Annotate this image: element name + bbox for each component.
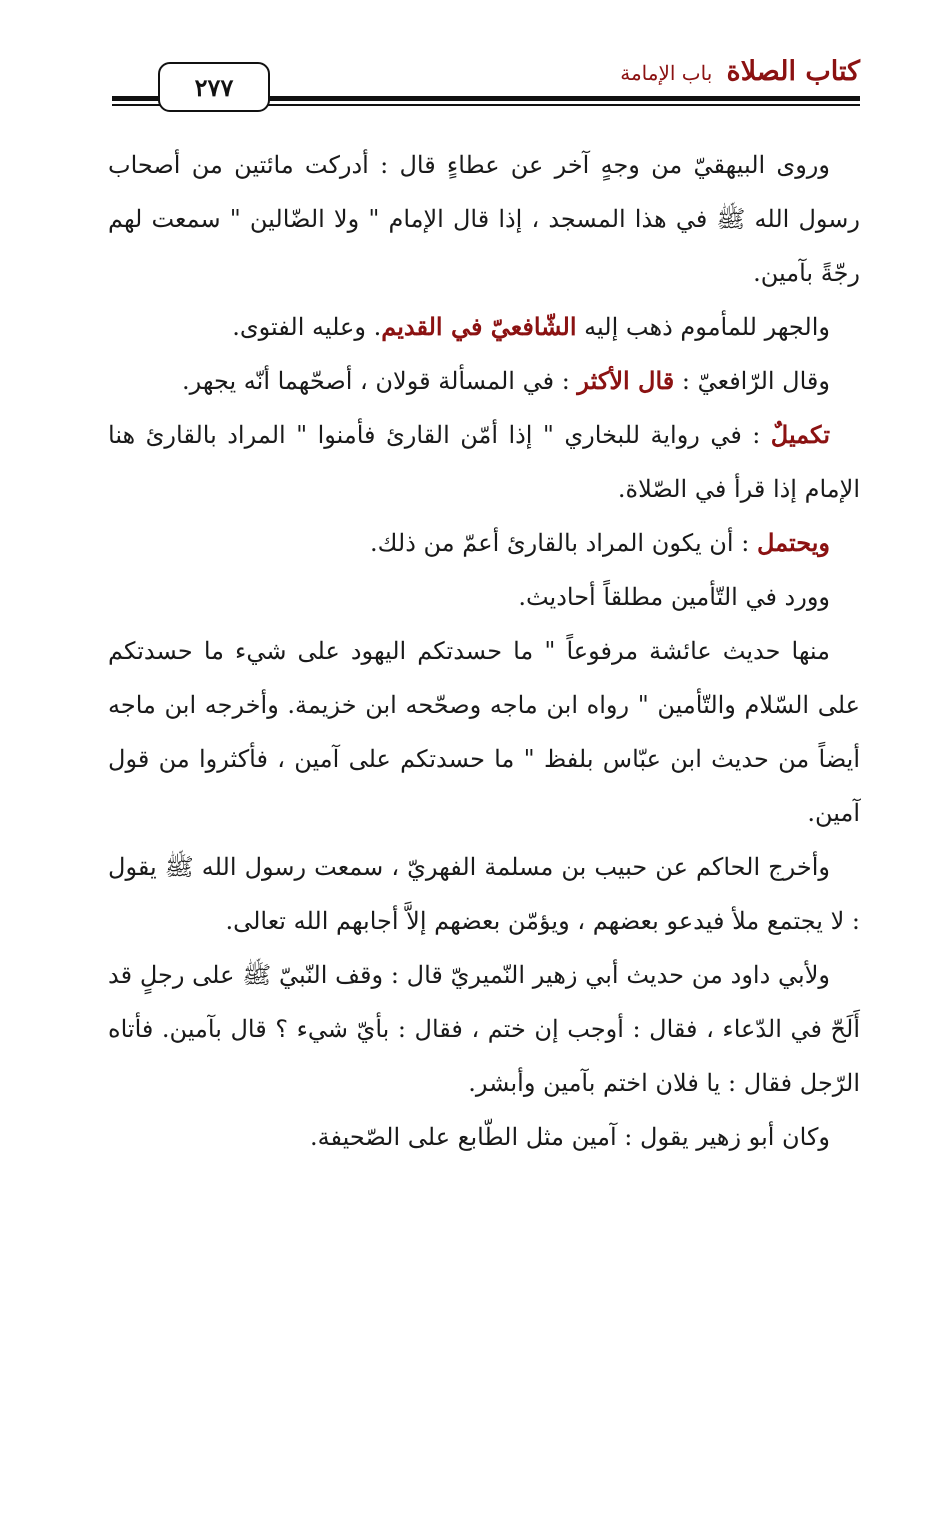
paragraph: وورد في التّأمين مطلقاً أحاديث. — [518, 583, 830, 611]
paragraph: منها حديث عائشة مرفوعاً " ما حسدتكم اليهود على شيء ما حسدتكم على السّلام والتّأمين " رواه ابن ماجه وصحّحه ابن خزيمة. وأخرجه ابن ماجه أيضاً من حديث ابن عبّاس بلفظ " ما حسدتكم على آمين ، فأكثروا من قول آمين. — [108, 637, 860, 827]
page-header — [112, 52, 860, 112]
paragraph: والجهر للمأموم ذهب إليه الشّافعيّ في القديم. وعليه الفتوى. — [232, 312, 830, 341]
paragraph: وأخرج الحاكم عن حبيب بن مسلمة الفهريّ ، سمعت رسول الله ﷺ يقول : لا يجتمع ملأ فيدعو بعضهم ، ويؤمّن بعضهم إلاَّ أجابهم الله تعالى. — [108, 853, 860, 935]
paragraph: ويحتمل : أن يكون المراد بالقارئ أعمّ من ذلك. — [370, 528, 830, 557]
paragraph: وقال الرّافعيّ : قال الأكثر : في المسألة قولان ، أصحّهما أنّه يجهر. — [182, 366, 830, 395]
paragraph: وروى البيهقيّ من وجهٍ آخر عن عطاءٍ قال : أدركت مائتين من أصحاب رسول الله ﷺ في هذا المسجد ، إذا قال الإمام " ولا الضّالين " سمعت لهم رجّةً بآمين. — [108, 151, 860, 287]
paragraph: وكان أبو زهير يقول : آمين مثل الطّابع على الصّحيفة. — [309, 1123, 830, 1151]
book-title: كتاب الصلاة — [726, 56, 860, 87]
running-title — [620, 56, 860, 87]
paragraph: ولأبي داود من حديث أبي زهير النّميريّ قال : وقف النّبيّ ﷺ على رجلٍ قد أَلَحّ في الدّعاء ، فقال : أوجب إن ختم ، فقال : بأيّ شيء ؟ قال بآمين. فأتاه الرّجل فقال : يا فلان اختم بآمين وأبشر. — [108, 961, 860, 1097]
highlighted-term: تكميلٌ — [770, 420, 830, 449]
highlighted-term: قال الأكثر — [577, 366, 675, 395]
page-number: ٢٧٧ — [158, 62, 270, 112]
page-body — [108, 138, 860, 1164]
highlighted-term: الشّافعيّ في القديم — [381, 312, 577, 341]
chapter-title: باب الإمامة — [620, 61, 713, 85]
paragraph: تكميلٌ : في رواية للبخاري " إذا أمّن القارئ فأمنوا " المراد بالقارئ هنا الإمام إذا قرأ في الصّلاة. — [108, 420, 860, 503]
highlighted-term: ويحتمل — [756, 528, 830, 557]
